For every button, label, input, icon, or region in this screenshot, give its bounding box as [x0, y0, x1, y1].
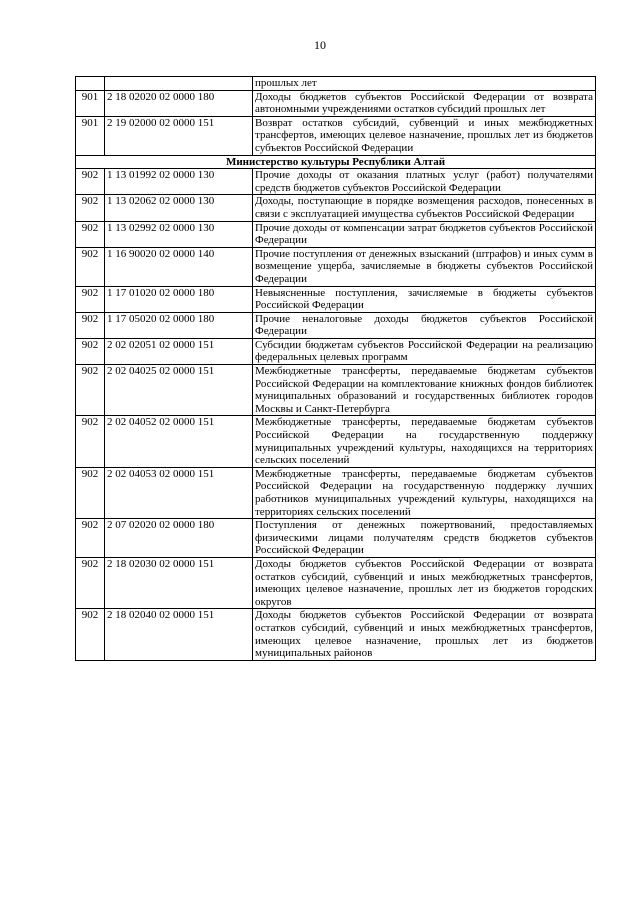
table-row: [76, 338, 596, 364]
table-row: [76, 609, 596, 660]
budget-code-cell: 2 18 02040 02 0000 151: [105, 609, 253, 660]
table-row: [76, 286, 596, 312]
table-row: [76, 195, 596, 221]
revenue-name-cell: Межбюджетные трансферты, передаваемые бюджетам субъектов Российской Федерации на комплектование книжных фондов библиотек муниципальных образований и государственных библиотек городов Москвы и Санкт-Петербурга: [253, 365, 596, 416]
budget-code-cell: 2 02 02051 02 0000 151: [105, 338, 253, 364]
budget-code-cell: 1 17 01020 02 0000 180: [105, 286, 253, 312]
table-row: [76, 416, 596, 467]
budget-code-cell: 2 18 02030 02 0000 151: [105, 557, 253, 608]
table-row: [76, 467, 596, 518]
admin-code-cell: 901: [76, 90, 105, 116]
budget-code-cell: 1 13 01992 02 0000 130: [105, 169, 253, 195]
budget-code-cell: 1 16 90020 02 0000 140: [105, 247, 253, 286]
budget-code-cell: 2 02 04025 02 0000 151: [105, 365, 253, 416]
revenue-name-cell: Невыясненные поступления, зачисляемые в бюджеты субъектов Российской Федерации: [253, 286, 596, 312]
revenue-name-cell: Доходы бюджетов субъектов Российской Федерации от возврата автономными учреждениями остатков субсидий прошлых лет: [253, 90, 596, 116]
admin-code-cell: [76, 77, 105, 91]
table-row: [76, 221, 596, 247]
table-row: [76, 169, 596, 195]
revenue-name-cell: Прочие неналоговые доходы бюджетов субъектов Российской Федерации: [253, 312, 596, 338]
budget-code-cell: 1 17 05020 02 0000 180: [105, 312, 253, 338]
revenue-name-cell: Доходы бюджетов субъектов Российской Федерации от возврата остатков субсидий, субвенций и иных межбюджетных трансфертов, имеющих целевое назначение, прошлых лет из бюджетов муниципальных районов: [253, 609, 596, 660]
budget-code-cell: [105, 77, 253, 91]
table-row: [76, 365, 596, 416]
revenue-name-cell: Межбюджетные трансферты, передаваемые бюджетам субъектов Российской Федерации на государственную поддержку лучших работников муниципальных учреждений культуры, находящихся на территориях сельских поселений: [253, 467, 596, 518]
table-row: [76, 519, 596, 558]
budget-code-cell: 2 02 04053 02 0000 151: [105, 467, 253, 518]
admin-code-cell: 901: [76, 116, 105, 155]
admin-code-cell: 902: [76, 195, 105, 221]
admin-code-cell: 902: [76, 519, 105, 558]
revenue-name-cell: Доходы, поступающие в порядке возмещения расходов, понесенных в связи с эксплуатацией имущества субъектов Российской Федерации: [253, 195, 596, 221]
admin-code-cell: 902: [76, 338, 105, 364]
revenue-name-cell: Доходы бюджетов субъектов Российской Федерации от возврата остатков субсидий, субвенций и иных межбюджетных трансфертов, имеющих целевое назначение, прошлых лет из бюджетов городских округов: [253, 557, 596, 608]
budget-code-cell: 2 18 02020 02 0000 180: [105, 90, 253, 116]
table-body: [76, 77, 596, 661]
section-title: Министерство культуры Республики Алтай: [76, 155, 596, 169]
section-header-row: [76, 155, 596, 169]
revenue-name-cell: Поступления от денежных пожертвований, предоставляемых физическими лицами получателям средств бюджетов субъектов Российской Федерации: [253, 519, 596, 558]
revenue-name-cell: Межбюджетные трансферты, передаваемые бюджетам субъектов Российской Федерации на государственную поддержку муниципальных учреждений культуры, находящихся на территориях сельских поселений: [253, 416, 596, 467]
budget-code-cell: 2 07 02020 02 0000 180: [105, 519, 253, 558]
admin-code-cell: 902: [76, 221, 105, 247]
admin-code-cell: 902: [76, 169, 105, 195]
budget-code-cell: 2 19 02000 02 0000 151: [105, 116, 253, 155]
revenue-name-cell: Прочие поступления от денежных взысканий (штрафов) и иных сумм в возмещение ущерба, зачисляемые в бюджеты субъектов Российской Федерации: [253, 247, 596, 286]
budget-code-cell: 2 02 04052 02 0000 151: [105, 416, 253, 467]
revenue-name-cell: Прочие доходы от оказания платных услуг (работ) получателями средств бюджетов субъектов Российской Федерации: [253, 169, 596, 195]
page-number: 10: [314, 38, 326, 52]
revenue-name-cell: Субсидии бюджетам субъектов Российской Федерации на реализацию федеральных целевых программ: [253, 338, 596, 364]
admin-code-cell: 902: [76, 286, 105, 312]
revenue-name-cell: Прочие доходы от компенсации затрат бюджетов субъектов Российской Федерации: [253, 221, 596, 247]
revenue-code-table: [75, 76, 596, 661]
table-row: [76, 557, 596, 608]
revenue-name-cell: Возврат остатков субсидий, субвенций и иных межбюджетных трансфертов, имеющих целевое назначение, прошлых лет из бюджетов субъектов Российской Федерации: [253, 116, 596, 155]
revenue-name-cell: прошлых лет: [253, 77, 596, 91]
table-row: [76, 77, 596, 91]
admin-code-cell: 902: [76, 467, 105, 518]
admin-code-cell: 902: [76, 247, 105, 286]
budget-code-cell: 1 13 02992 02 0000 130: [105, 221, 253, 247]
admin-code-cell: 902: [76, 609, 105, 660]
admin-code-cell: 902: [76, 416, 105, 467]
table-row: [76, 247, 596, 286]
table-row: [76, 90, 596, 116]
table-row: [76, 312, 596, 338]
table-row: [76, 116, 596, 155]
admin-code-cell: 902: [76, 557, 105, 608]
budget-code-cell: 1 13 02062 02 0000 130: [105, 195, 253, 221]
admin-code-cell: 902: [76, 365, 105, 416]
admin-code-cell: 902: [76, 312, 105, 338]
